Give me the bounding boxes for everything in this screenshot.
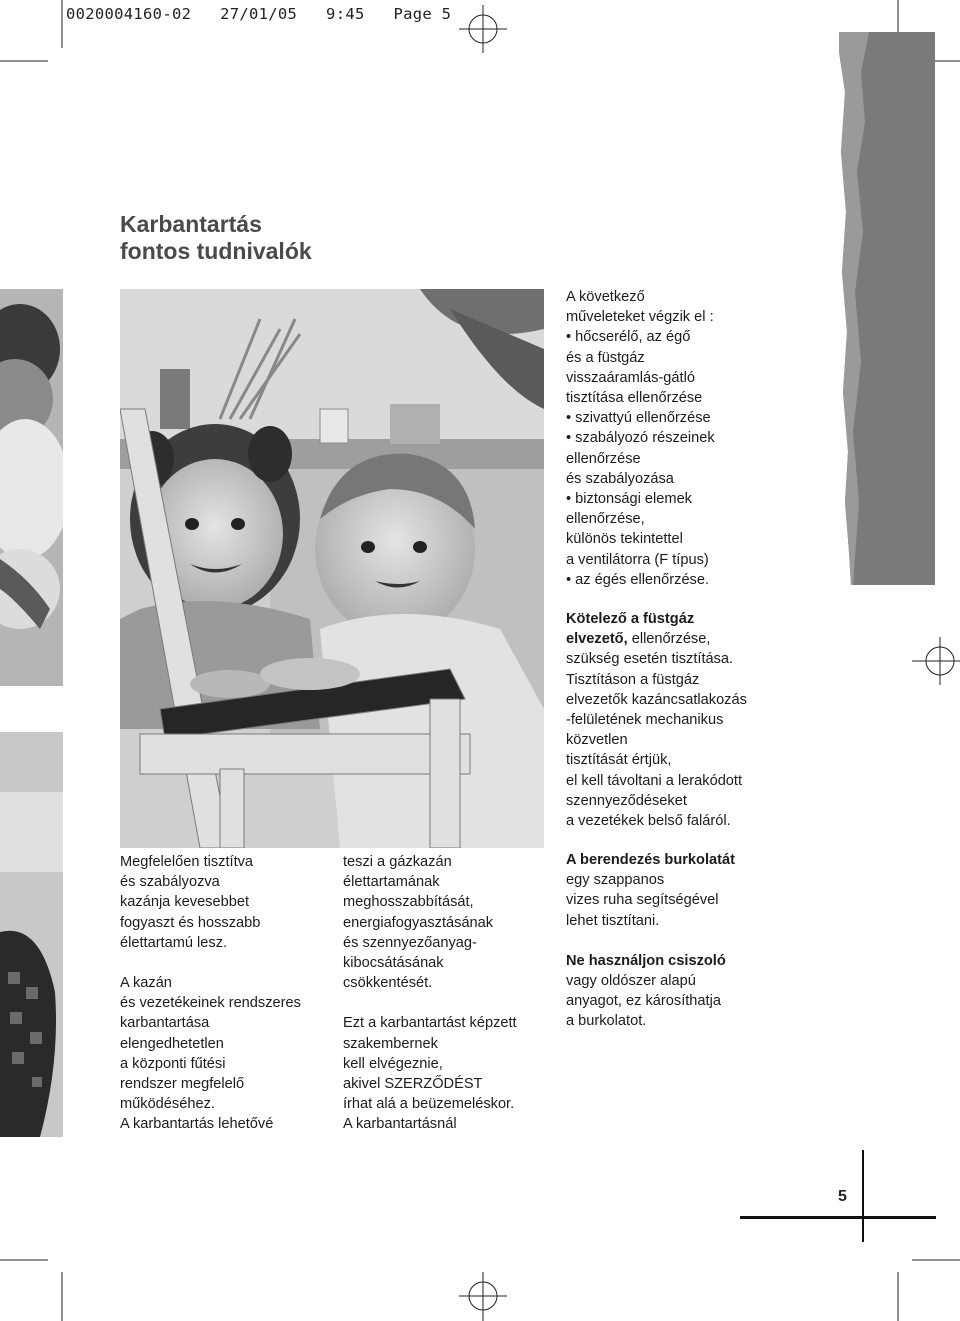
- col3-line: lehet tisztítani.: [566, 912, 660, 929]
- col3-line: a burkolatot.: [566, 1013, 647, 1030]
- col2-line: Ezt a karbantartást képzett: [343, 1015, 517, 1032]
- col1-line: élettartamú lesz.: [120, 934, 228, 951]
- flue-line: szennyeződéseket: [566, 792, 687, 809]
- casing-cleaning-heading: A berendezés burkolatát: [566, 852, 735, 868]
- print-slug: 0020004160-02 27/01/05 9:45 Page 5: [66, 5, 452, 23]
- heading-line-2: fontos tudnivalók: [120, 238, 312, 264]
- col2-line: kell elvégeznie,: [343, 1055, 443, 1072]
- ops-line: ellenőrzése,: [566, 511, 645, 528]
- col2-line: csökkentését.: [343, 975, 433, 992]
- warning-heading: Ne használjon csiszoló: [566, 952, 726, 969]
- col1-line: és szabályozva: [120, 874, 220, 891]
- flue-line: -felületének mechanikus: [566, 712, 724, 729]
- col2-line: írhat alá a beüzemeléskor.: [343, 1096, 515, 1113]
- flue-line: közvetlen: [566, 732, 628, 749]
- ops-line: tisztítása ellenőrzése: [566, 390, 703, 407]
- photo-vase-fragment: [0, 732, 63, 1137]
- photo-children-chair: [120, 289, 544, 848]
- col2-line: energiafogyasztásának: [343, 914, 494, 931]
- flue-line: tisztítását értjük,: [566, 752, 672, 769]
- flue-bold-word: elvezető,: [566, 631, 628, 648]
- col2-line: élettartamának: [343, 874, 440, 891]
- ops-line: ellenőrzése: [566, 450, 641, 467]
- col2-line: teszi a gázkazán: [343, 854, 452, 870]
- col2-line: A karbantartásnál: [343, 1116, 457, 1133]
- ops-line: műveleteket végzik el :: [566, 309, 714, 326]
- ops-line: • biztonsági elemek: [566, 491, 692, 508]
- ops-line: • az égés ellenőrzése.: [566, 571, 710, 588]
- ops-line: különös tekintettel: [566, 531, 683, 548]
- ops-line: A következő: [566, 289, 645, 305]
- ops-line: • hőcserélő, az égő: [566, 329, 691, 346]
- ops-line: • szivattyú ellenőrzése: [566, 410, 711, 427]
- flue-line: szükség esetén tisztítása.: [566, 651, 734, 668]
- col2-line: meghosszabbítását,: [343, 894, 474, 911]
- flue-line-rest: ellenőrzése,: [627, 631, 711, 648]
- col1-line: működéséhez.: [120, 1096, 215, 1113]
- flue-cleaning-paragraph: [566, 609, 747, 831]
- col2-line: kibocsátásának: [343, 955, 444, 972]
- col3-line: vagy oldószer alapú: [566, 973, 696, 990]
- col3-line: anyagot, ez károsíthatja: [566, 993, 721, 1010]
- text-column-3: [566, 850, 735, 1032]
- flue-line: el kell távoltani a lerakódott: [566, 772, 743, 789]
- col1-line: Megfelelően tisztítva: [120, 854, 254, 870]
- text-column-1: [120, 852, 301, 1135]
- ops-line: és szabályozása: [566, 470, 674, 487]
- flue-bold-line: Kötelező a füstgáz: [566, 611, 695, 627]
- col2-line: szakembernek: [343, 1035, 438, 1052]
- page-number: 5: [838, 1188, 847, 1205]
- text-column-2: [343, 852, 517, 1135]
- col2-line: akivel SZERZŐDÉST: [343, 1076, 483, 1093]
- col1-line: A kazán: [120, 975, 172, 992]
- flue-line: a vezetékek belső faláról.: [566, 813, 731, 830]
- col2-line: és szennyezőanyag-: [343, 934, 477, 951]
- footer-rule-horizontal: [740, 1216, 936, 1219]
- ops-line: és a füstgáz: [566, 349, 645, 366]
- col1-line: fogyaszt és hosszabb: [120, 914, 261, 931]
- col1-line: elengedhetetlen: [120, 1035, 224, 1052]
- col1-line: a központi fűtési: [120, 1055, 226, 1072]
- page-heading: [120, 211, 312, 265]
- col1-line: kazánja kevesebbet: [120, 894, 249, 911]
- side-tab-decoration: [839, 32, 935, 585]
- photo-child-fragment: [0, 289, 63, 686]
- flue-line: Tisztításon a füstgáz: [566, 671, 700, 688]
- ops-line: a ventilátorra (F típus): [566, 551, 709, 568]
- footer-rule-vertical: [862, 1150, 864, 1242]
- maintenance-operations-list: [566, 287, 715, 590]
- col3-line: egy szappanos: [566, 872, 665, 889]
- col1-line: A karbantartás lehetővé: [120, 1116, 274, 1133]
- col1-line: és vezetékeinek rendszeres: [120, 995, 301, 1012]
- ops-line: • szabályozó részeinek: [566, 430, 715, 447]
- col1-line: karbantartása: [120, 1015, 210, 1032]
- ops-line: visszaáramlás-gátló: [566, 369, 695, 386]
- flue-line: elvezetők kazáncsatlakozás: [566, 691, 747, 708]
- col1-line: rendszer megfelelő: [120, 1076, 245, 1093]
- col3-line: vizes ruha segítségével: [566, 892, 719, 909]
- heading-line-1: Karbantartás: [120, 211, 262, 237]
